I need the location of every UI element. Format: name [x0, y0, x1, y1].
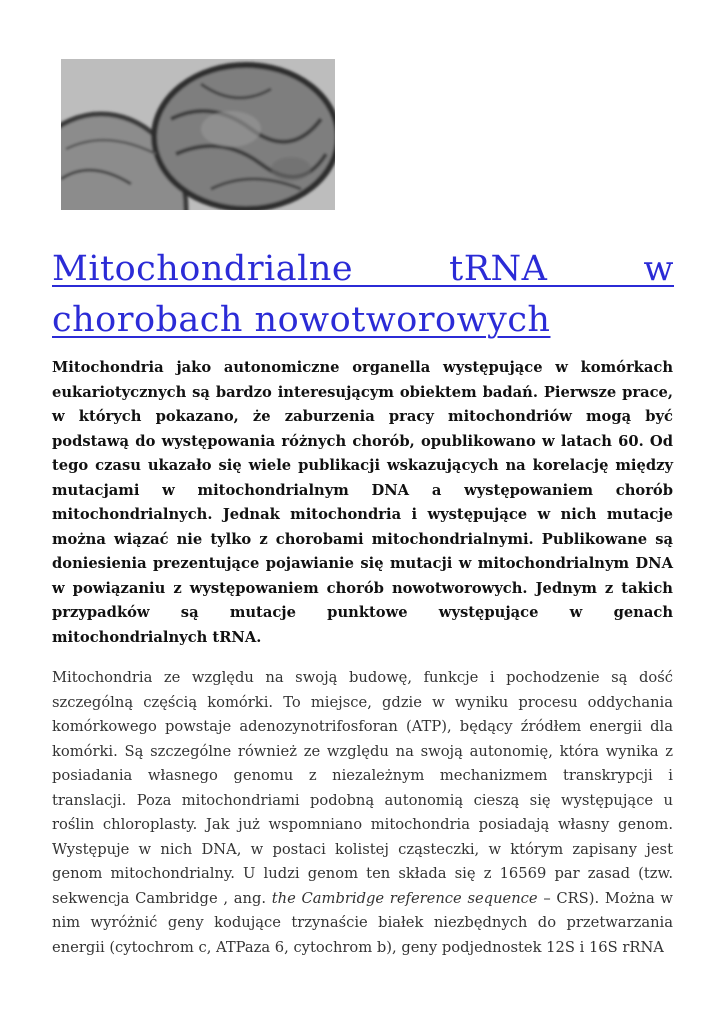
article-body-italic: the Cambridge reference sequence [271, 889, 538, 907]
article-body-text-1: Mitochondria ze względu na swoją budowę, funkcje i pochodzenie są dość szczególną częścią komórki. To miejsce, gdzie w wyniku procesu oddychania komórkowego powstaje adenozynotrifosforan (ATP), będący źródłem energii dla komórki. Są szczególne również ze względu na swoją autonomię, która wynika z posiadania własnego genomu z niezależnym mechanizmem transkrypcji i translacji. Poza mitochondriami podobną autonomią cieszą się występujące u roślin chloroplasty. Jak już wspomniano mitochondria posiadają własny genom. Występuje w nich DNA, w postaci kolistej cząsteczki, w którym zapisany jest genom mitochondrialny. U ludzi genom ten składa się z 16569 par zasad (tzw. sekwencja Cambridge , ang. [52, 669, 673, 907]
article-body-text-2: – CRS). Można w nim wyróżnić geny kodujące trzynaście białek niezbędnych do przetwarzania energii (cytochrom c, ATPaza 6, cytochrom b), geny podjednostek 12S i 16S rRNA [52, 889, 673, 956]
article-title-link[interactable]: Mitochondrialne tRNA w chorobach nowotworowych [52, 249, 674, 340]
mitochondrion-micrograph [61, 59, 335, 210]
article-title[interactable] [52, 244, 674, 346]
hero-image [61, 59, 335, 210]
article-lead: Mitochondria jako autonomiczne organella występujące w komórkach eukariotycznych są bardzo interesującym obiektem badań. Pierwsze prace, w których pokazano, że zaburzenia pracy mitochondriów mogą być podstawą do występowania różnych chorób, opublikowano w latach 60. Od tego czasu ukazało się wiele publikacji wskazujących na korelację między mutacjami w mitochondrialnym DNA a występowaniem chorób mitochondrialnych. Jednak mitochondria i występujące w nich mutacje można wiązać nie tylko z chorobami mitochondrialnymi. Publikowane są doniesienia prezentujące pojawianie się mutacji w mitochondrialnym DNA w powiązaniu z występowaniem chorób nowotworowych. Jednym z takich przypadków są mutacje punktowe występujące w genach mitochondrialnych tRNA. [52, 359, 673, 646]
article-body [52, 666, 673, 960]
